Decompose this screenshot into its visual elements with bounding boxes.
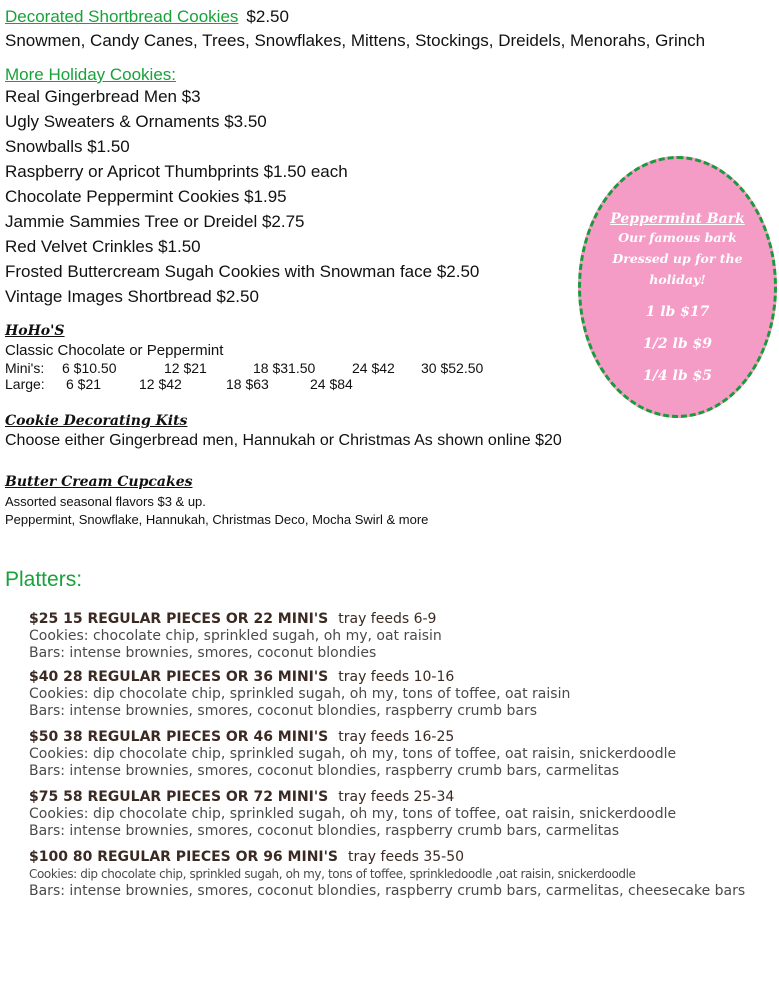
cupcakes-line1: Assorted seasonal flavors $3 & up. xyxy=(5,494,206,509)
platter-title: $40 28 REGULAR PIECES OR 36 MINI'S xyxy=(29,669,329,685)
platter-bars: Bars: intense brownies, smores, coconut blondies xyxy=(29,645,377,661)
hohos-large-price: 18 $63 xyxy=(226,376,269,392)
platter-item xyxy=(29,728,676,780)
platter-title: $25 15 REGULAR PIECES OR 22 MINI'S xyxy=(29,611,329,627)
platter-cookies: Cookies: dip chocolate chip, sprinkled sugah, oh my, tons of toffee, oat raisin, snickerdoodle xyxy=(29,806,677,822)
shortbread-description: Snowmen, Candy Canes, Trees, Snowflakes, Mittens, Stockings, Dreidels, Menorahs, Grinch xyxy=(5,31,706,50)
bark-heading: Peppermint Bark xyxy=(610,211,745,227)
bark-price: 1/4 lb $5 xyxy=(643,368,712,384)
platter-cookies: Cookies: chocolate chip, sprinkled sugah, oh my, oat raisin xyxy=(29,628,442,644)
hohos-minis-price: 30 $52.50 xyxy=(421,360,484,376)
hohos-minis-label: Mini's: xyxy=(5,360,45,376)
platter-item xyxy=(29,848,745,900)
hohos-minis-price: 24 $42 xyxy=(352,360,395,376)
cupcakes-line2: Peppermint, Snowflake, Hannukah, Christmas Deco, Mocha Swirl & more xyxy=(5,512,429,527)
holiday-item: Jammie Sammies Tree or Dreidel $2.75 xyxy=(5,212,305,231)
shortbread-title-link[interactable]: Decorated Shortbread Cookies xyxy=(5,7,239,26)
hohos-large-price: 12 $42 xyxy=(139,376,182,392)
bark-text-line: holiday! xyxy=(649,272,706,287)
platter-item xyxy=(29,610,442,662)
bark-price: 1 lb $17 xyxy=(645,304,710,320)
hohos-line1: Classic Chocolate or Peppermint xyxy=(5,342,224,359)
cupcakes-heading: Butter Cream Cupcakes xyxy=(5,474,193,490)
hohos-minis-price: 12 $21 xyxy=(164,360,207,376)
bark-text-line: Our famous bark xyxy=(618,230,737,245)
holiday-item: Snowballs $1.50 xyxy=(5,137,130,156)
platter-bars: Bars: intense brownies, smores, coconut blondies, raspberry crumb bars, carmelitas xyxy=(29,763,620,779)
hohos-minis-price: 18 $31.50 xyxy=(253,360,316,376)
platter-bars: Bars: intense brownies, smores, coconut blondies, raspberry crumb bars, carmelitas, cheesecake bars xyxy=(29,883,746,899)
peppermint-bark-badge xyxy=(578,156,777,418)
platter-title: $50 38 REGULAR PIECES OR 46 MINI'S xyxy=(29,729,329,745)
holiday-item: Vintage Images Shortbread $2.50 xyxy=(5,287,259,306)
hohos-heading: HoHo'S xyxy=(5,323,65,339)
holiday-list xyxy=(5,84,479,309)
holiday-item: Frosted Buttercream Sugah Cookies with Snowman face $2.50 xyxy=(5,262,480,281)
platter-title: $100 80 REGULAR PIECES OR 96 MINI'S xyxy=(29,849,338,865)
platter-cookies: Cookies: dip chocolate chip, sprinkled sugah, oh my, tons of toffee, oat raisin xyxy=(29,686,571,702)
shortbread-price: $2.50 xyxy=(246,7,289,26)
holiday-item: Real Gingerbread Men $3 xyxy=(5,87,201,106)
platter-tray: tray feeds 35-50 xyxy=(347,849,465,865)
hohos-minis-price: 6 $10.50 xyxy=(62,360,117,376)
kits-line: Choose either Gingerbread men, Hannukah or Christmas As shown online $20 xyxy=(5,432,562,449)
platter-cookies: Cookies: dip chocolate chip, sprinkled sugah, oh my, tons of toffee, oat raisin, snickerdoodle xyxy=(29,746,677,762)
platter-tray: tray feeds 16-25 xyxy=(338,729,455,745)
platter-bars: Bars: intense brownies, smores, coconut blondies, raspberry crumb bars xyxy=(29,703,538,719)
holiday-item: Ugly Sweaters & Ornaments $3.50 xyxy=(5,112,267,131)
platter-tray: tray feeds 6-9 xyxy=(338,611,437,627)
kits-heading: Cookie Decorating Kits xyxy=(5,413,188,429)
platter-tray: tray feeds 25-34 xyxy=(338,789,455,805)
shortbread-header xyxy=(5,7,289,27)
platter-item xyxy=(29,668,570,720)
platters-heading: Platters: xyxy=(5,568,83,591)
platter-tray: tray feeds 10-16 xyxy=(338,669,455,685)
hohos-large-label: Large: xyxy=(5,376,45,392)
holiday-heading: More Holiday Cookies: xyxy=(5,65,177,84)
platter-title: $75 58 REGULAR PIECES OR 72 MINI'S xyxy=(29,789,329,805)
hohos-large-price: 6 $21 xyxy=(66,376,102,392)
bark-text-line: Dressed up for the xyxy=(612,251,743,266)
holiday-item: Raspberry or Apricot Thumbprints $1.50 each xyxy=(5,162,348,181)
bark-price: 1/2 lb $9 xyxy=(643,336,712,352)
hohos-large-price: 24 $84 xyxy=(310,376,353,392)
platter-item xyxy=(29,788,676,840)
platter-bars: Bars: intense brownies, smores, coconut blondies, raspberry crumb bars, carmelitas xyxy=(29,823,620,839)
platter-cookies: Cookies: dip chocolate chip, sprinkled sugah, oh my, tons of toffee, sprinkledoodle ,oat raisin, snickerdoodle xyxy=(29,867,636,881)
holiday-item: Red Velvet Crinkles $1.50 xyxy=(5,237,201,256)
holiday-item: Chocolate Peppermint Cookies $1.95 xyxy=(5,187,287,206)
